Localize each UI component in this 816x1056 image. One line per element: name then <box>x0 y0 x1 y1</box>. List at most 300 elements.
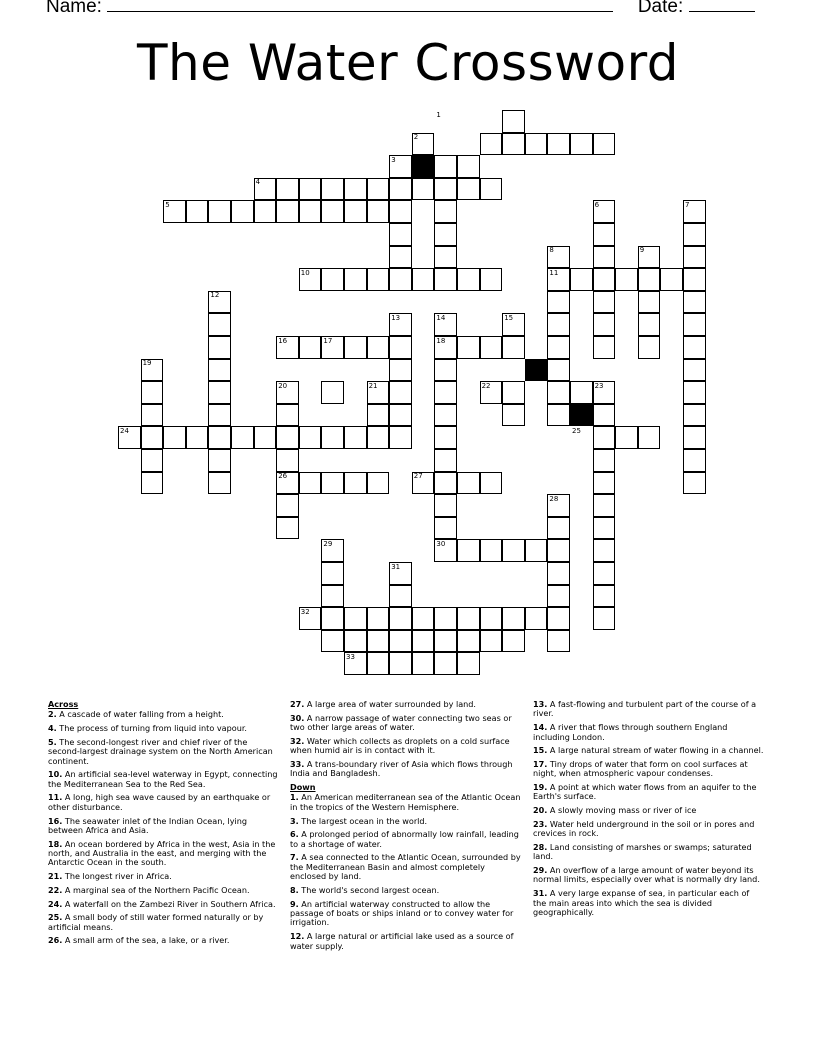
clue-item-number: 16. <box>48 815 63 826</box>
grid-cell[interactable] <box>389 652 412 675</box>
name-label: Name: <box>46 0 102 17</box>
clue-number: 23 <box>594 381 604 390</box>
grid-cell[interactable] <box>683 404 706 427</box>
grid-cell[interactable] <box>593 472 616 495</box>
grid-cell[interactable] <box>434 155 457 178</box>
grid-cell[interactable] <box>434 426 457 449</box>
grid-cell[interactable] <box>367 178 390 201</box>
grid-cell[interactable] <box>208 472 231 495</box>
grid-cell[interactable] <box>434 223 457 246</box>
grid-cell[interactable] <box>502 539 525 562</box>
clue-item-text: A large natural stream of water flowing in a channel. <box>547 745 764 756</box>
grid-cell[interactable] <box>547 517 570 540</box>
clue-item <box>48 886 280 895</box>
grid-cell[interactable] <box>367 336 390 359</box>
grid-cell[interactable] <box>367 607 390 630</box>
grid-cell[interactable] <box>186 200 209 223</box>
clue-item <box>290 900 522 928</box>
grid-cell[interactable] <box>412 630 435 653</box>
grid-cell[interactable] <box>502 133 525 156</box>
clue-item-number: 11. <box>48 792 63 803</box>
grid-cell[interactable] <box>434 449 457 472</box>
clue-item-number: 30. <box>290 712 305 723</box>
grid-cell[interactable] <box>389 585 412 608</box>
down-heading: Down <box>290 782 316 793</box>
clue-number: 27 <box>413 472 423 481</box>
grid-cell[interactable] <box>344 607 367 630</box>
grid-cell[interactable] <box>208 381 231 404</box>
grid-cell[interactable] <box>457 178 480 201</box>
grid-cell[interactable] <box>367 652 390 675</box>
grid-cell[interactable] <box>434 494 457 517</box>
clue-item-number: 22. <box>48 884 63 895</box>
grid-cell[interactable] <box>299 426 322 449</box>
grid-cell[interactable] <box>480 268 503 291</box>
grid-cell[interactable] <box>254 200 277 223</box>
grid-cell[interactable] <box>299 200 322 223</box>
clue-item-number: 7. <box>290 852 299 863</box>
grid-cell[interactable] <box>141 404 164 427</box>
grid-cell[interactable] <box>638 336 661 359</box>
grid-cell[interactable] <box>457 472 480 495</box>
grid-cell[interactable] <box>434 246 457 269</box>
grid-cell[interactable] <box>208 313 231 336</box>
grid-cell[interactable] <box>231 426 254 449</box>
clue-item-text: The largest ocean in the world. <box>298 815 428 826</box>
grid-cell[interactable] <box>344 472 367 495</box>
clue-number: 7 <box>685 200 690 209</box>
grid-cell[interactable] <box>660 268 683 291</box>
grid-cell[interactable] <box>434 381 457 404</box>
grid-cell[interactable] <box>502 336 525 359</box>
grid-cell[interactable] <box>593 404 616 427</box>
clue-item-number: 2. <box>48 709 57 720</box>
grid-cell[interactable] <box>389 200 412 223</box>
grid-cell[interactable] <box>615 268 638 291</box>
grid-cell[interactable] <box>367 200 390 223</box>
clue-item-number: 14. <box>533 722 548 733</box>
grid-cell[interactable] <box>547 404 570 427</box>
clue-item-text: An artificial sea-level waterway in Egypt, connecting the Mediterranean Sea to the Red Sea. <box>48 769 278 789</box>
grid-cell[interactable] <box>208 426 231 449</box>
grid-cell[interactable] <box>638 291 661 314</box>
grid-cell[interactable] <box>434 404 457 427</box>
clue-item-number: 33. <box>290 758 305 769</box>
clue-number: 9 <box>639 246 645 255</box>
clue-number: 16 <box>278 336 288 345</box>
grid-cell[interactable] <box>186 426 209 449</box>
grid-cell[interactable] <box>457 268 480 291</box>
clue-item <box>533 700 765 719</box>
clue-item <box>48 770 280 789</box>
grid-cell[interactable] <box>502 630 525 653</box>
grid-cell[interactable] <box>434 268 457 291</box>
grid-cell[interactable] <box>547 313 570 336</box>
across-heading: Across <box>48 699 79 709</box>
grid-cell[interactable] <box>502 607 525 630</box>
grid-cell[interactable] <box>593 246 616 269</box>
grid-cell[interactable] <box>593 494 616 517</box>
black-cell <box>412 155 435 178</box>
clue-item-text: An artificial waterway constructed to allow the passage of boats or ships inland or to convey water for irrigation. <box>290 898 514 928</box>
grid-cell[interactable] <box>276 449 299 472</box>
grid-cell[interactable] <box>321 472 344 495</box>
grid-cell[interactable] <box>367 268 390 291</box>
clue-item-text: Tiny drops of water that form on cool surfaces at night, when atmospheric vapour condenses. <box>533 758 748 779</box>
grid-cell[interactable] <box>683 313 706 336</box>
clue-number: 17 <box>323 336 333 345</box>
grid-cell[interactable] <box>344 268 367 291</box>
clue-number: 4 <box>255 178 261 187</box>
clue-item-text: A prolonged period of abnormally low rainfall, leading to a shortage of water. <box>290 829 519 849</box>
clue-item <box>533 746 765 755</box>
clue-item-number: 27. <box>290 699 305 709</box>
grid-cell[interactable] <box>389 268 412 291</box>
grid-cell[interactable] <box>321 585 344 608</box>
clue-item-number: 18. <box>48 838 63 849</box>
clue-item-text: The second-longest river and chief river of the second-largest drainage system on the North American continent. <box>48 736 273 766</box>
grid-cell[interactable] <box>547 336 570 359</box>
clue-item-text: An overflow of a large amount of water beyond its normal limits, especially over what is normally dry land. <box>533 865 760 885</box>
grid-cell[interactable] <box>412 652 435 675</box>
clue-item-text: Water which collects as droplets on a cold surface when humid air is in contact with it. <box>290 735 510 756</box>
grid-cell[interactable] <box>389 404 412 427</box>
grid-cell[interactable] <box>570 268 593 291</box>
grid-cell[interactable] <box>480 133 503 156</box>
clue-number: 6 <box>594 200 600 209</box>
clue-number: 2 <box>413 133 419 142</box>
grid-cell[interactable] <box>141 449 164 472</box>
clue-item-number: 6. <box>290 829 299 840</box>
grid-cell[interactable] <box>593 449 616 472</box>
clue-item <box>533 843 765 862</box>
grid-cell[interactable] <box>299 178 322 201</box>
grid-cell[interactable] <box>434 359 457 382</box>
clue-number: 24 <box>120 426 129 435</box>
grid-cell[interactable] <box>344 630 367 653</box>
grid-cell[interactable] <box>434 607 457 630</box>
clue-item-number: 24. <box>48 898 63 909</box>
grid-cell[interactable] <box>321 562 344 585</box>
clue-item <box>533 820 765 839</box>
black-cell <box>570 404 593 427</box>
clue-item-number: 23. <box>533 818 548 829</box>
grid-cell[interactable] <box>321 268 344 291</box>
grid-cell[interactable] <box>480 336 503 359</box>
grid-cell[interactable] <box>638 268 661 291</box>
grid-cell[interactable] <box>480 630 503 653</box>
grid-cell[interactable] <box>367 472 390 495</box>
grid-cell[interactable] <box>683 246 706 269</box>
grid-cell[interactable] <box>344 200 367 223</box>
clue-number: 1 <box>436 110 441 119</box>
black-cell <box>525 359 548 382</box>
clue-item-text: The longest river in Africa. <box>62 871 172 882</box>
grid-cell[interactable] <box>547 562 570 585</box>
grid-cell[interactable] <box>276 426 299 449</box>
clue-number: 28 <box>549 494 559 503</box>
grid-cell[interactable] <box>367 630 390 653</box>
grid-cell[interactable] <box>457 539 480 562</box>
grid-cell[interactable] <box>593 562 616 585</box>
grid-cell[interactable] <box>683 359 706 382</box>
clue-item-number: 19. <box>533 782 548 793</box>
clue-item <box>48 840 280 868</box>
grid-cell[interactable] <box>457 607 480 630</box>
grid-cell[interactable] <box>593 336 616 359</box>
grid-cell[interactable] <box>480 607 503 630</box>
clue-item <box>48 793 280 812</box>
clue-item <box>48 724 280 733</box>
clue-number: 33 <box>346 652 355 661</box>
clue-number: 31 <box>391 562 401 571</box>
clue-number: 14 <box>436 313 446 322</box>
clue-item-text: A long, high sea wave caused by an earthquake or other disturbance. <box>48 792 271 812</box>
grid-cell[interactable] <box>480 178 503 201</box>
grid-cell[interactable] <box>389 607 412 630</box>
grid-cell[interactable] <box>208 404 231 427</box>
grid-cell[interactable] <box>570 133 593 156</box>
clue-item-number: 15. <box>533 745 548 756</box>
grid-cell[interactable] <box>593 517 616 540</box>
grid-cell[interactable] <box>276 200 299 223</box>
grid-cell[interactable] <box>321 630 344 653</box>
clue-item <box>48 738 280 766</box>
grid-cell[interactable] <box>593 313 616 336</box>
clue-number: 10 <box>300 268 310 277</box>
grid-cell[interactable] <box>389 336 412 359</box>
clues-column-3 <box>533 700 765 922</box>
grid-cell[interactable] <box>389 359 412 382</box>
grid-cell[interactable] <box>434 472 457 495</box>
grid-cell[interactable] <box>480 539 503 562</box>
clue-number: 5 <box>165 200 170 209</box>
grid-cell[interactable] <box>502 381 525 404</box>
grid-cell[interactable] <box>389 630 412 653</box>
date-label: Date: <box>637 0 684 17</box>
clue-item-number: 28. <box>533 841 548 852</box>
grid-cell[interactable] <box>593 223 616 246</box>
grid-cell[interactable] <box>547 539 570 562</box>
clue-item-text: Water held underground in the soil or in pores and crevices in rock. <box>533 818 755 839</box>
clue-item <box>290 817 522 826</box>
clues-column-2 <box>290 700 522 955</box>
grid-cell[interactable] <box>683 426 706 449</box>
grid-cell[interactable] <box>683 336 706 359</box>
grid-cell[interactable] <box>367 426 390 449</box>
grid-cell[interactable] <box>593 539 616 562</box>
grid-cell[interactable] <box>593 133 616 156</box>
grid-cell[interactable] <box>412 607 435 630</box>
grid-cell[interactable] <box>570 381 593 404</box>
grid-cell[interactable] <box>638 426 661 449</box>
grid-cell[interactable] <box>412 268 435 291</box>
clue-item-number: 4. <box>48 723 57 734</box>
grid-cell[interactable] <box>321 200 344 223</box>
clue-item-text: The seawater inlet of the Indian Ocean, lying between Africa and Asia. <box>48 815 248 835</box>
grid-cell[interactable] <box>321 426 344 449</box>
clue-item <box>48 817 280 836</box>
grid-cell[interactable] <box>389 381 412 404</box>
grid-cell[interactable] <box>683 381 706 404</box>
grid-cell[interactable] <box>434 652 457 675</box>
grid-cell[interactable] <box>208 336 231 359</box>
grid-cell[interactable] <box>457 652 480 675</box>
grid-cell[interactable] <box>412 178 435 201</box>
clue-item-text: A cascade of water falling from a height. <box>56 709 224 720</box>
clue-item <box>290 700 522 709</box>
clue-item-text: A point at which water flows from an aquifer to the Earth's surface. <box>533 782 757 802</box>
clue-item <box>48 936 280 945</box>
grid-cell[interactable] <box>683 449 706 472</box>
grid-cell[interactable] <box>593 585 616 608</box>
clue-item <box>290 714 522 733</box>
grid-cell[interactable] <box>208 359 231 382</box>
grid-cell[interactable] <box>231 200 254 223</box>
grid-cell[interactable] <box>683 268 706 291</box>
clue-number: 19 <box>142 359 152 368</box>
clue-number: 32 <box>300 607 310 616</box>
clue-number: 21 <box>368 381 378 390</box>
grid-cell[interactable] <box>683 472 706 495</box>
clue-item-number: 29. <box>533 865 548 876</box>
clue-item-number: 32. <box>290 735 305 746</box>
grid-cell[interactable] <box>321 607 344 630</box>
clue-item-number: 21. <box>48 871 63 882</box>
clue-item-number: 17. <box>533 758 548 769</box>
grid-cell[interactable] <box>389 178 412 201</box>
clue-item-text: A large area of water surrounded by land. <box>304 699 477 709</box>
clue-number: 22 <box>481 381 491 390</box>
grid-cell[interactable] <box>547 630 570 653</box>
grid-cell[interactable] <box>457 336 480 359</box>
clue-item-text: The process of turning from liquid into vapour. <box>56 723 248 734</box>
grid-cell[interactable] <box>163 426 186 449</box>
clue-item <box>290 932 522 951</box>
grid-cell[interactable] <box>434 630 457 653</box>
grid-cell[interactable] <box>389 246 412 269</box>
clue-item-text: A river that flows through southern England including London. <box>533 722 728 742</box>
grid-cell[interactable] <box>299 336 322 359</box>
clue-item-number: 25. <box>48 912 63 923</box>
grid-cell[interactable] <box>434 178 457 201</box>
clue-item <box>290 886 522 895</box>
grid-cell[interactable] <box>299 472 322 495</box>
grid-cell[interactable] <box>638 313 661 336</box>
grid-cell[interactable] <box>593 607 616 630</box>
grid-cell[interactable] <box>321 178 344 201</box>
clue-item-number: 8. <box>290 884 299 895</box>
page-title: The Water Crossword <box>136 34 680 92</box>
grid-cell[interactable] <box>593 426 616 449</box>
clue-item-text: A small arm of the sea, a lake, or a river. <box>62 935 230 946</box>
grid-cell[interactable] <box>547 585 570 608</box>
grid-cell[interactable] <box>254 426 277 449</box>
clue-item-number: 26. <box>48 935 63 946</box>
grid-cell[interactable] <box>457 630 480 653</box>
grid-cell[interactable] <box>683 223 706 246</box>
grid-cell[interactable] <box>141 472 164 495</box>
grid-cell[interactable] <box>480 472 503 495</box>
grid-cell[interactable] <box>525 133 548 156</box>
clue-item <box>290 760 522 779</box>
clue-number: 20 <box>278 381 288 390</box>
clue-number: 25 <box>572 426 581 435</box>
clues-column-1 <box>48 700 280 950</box>
grid-cell[interactable] <box>457 155 480 178</box>
grid-cell[interactable] <box>683 291 706 314</box>
grid-cell[interactable] <box>615 426 638 449</box>
clue-item <box>48 710 280 719</box>
grid-cell[interactable] <box>208 449 231 472</box>
grid-cell[interactable] <box>344 336 367 359</box>
grid-cell[interactable] <box>276 178 299 201</box>
grid-cell[interactable] <box>344 426 367 449</box>
grid-cell[interactable] <box>593 291 616 314</box>
clue-item-text: A sea connected to the Atlantic Ocean, surrounded by the Mediterranean Basin and almost completely enclosed by land. <box>290 852 521 882</box>
grid-cell[interactable] <box>547 607 570 630</box>
clue-item <box>533 806 765 815</box>
grid-cell[interactable] <box>389 223 412 246</box>
grid-cell[interactable] <box>593 268 616 291</box>
clue-item-text: A waterfall on the Zambezi River in Southern Africa. <box>62 898 276 909</box>
grid-cell[interactable] <box>547 291 570 314</box>
grid-cell[interactable] <box>434 517 457 540</box>
clue-item <box>290 830 522 849</box>
clue-item <box>533 783 765 802</box>
grid-cell[interactable] <box>502 404 525 427</box>
clue-item-text: The world's second largest ocean. <box>298 884 440 895</box>
clue-item <box>290 853 522 881</box>
grid-cell[interactable] <box>389 426 412 449</box>
clue-item <box>290 737 522 756</box>
grid-cell[interactable] <box>367 404 390 427</box>
grid-cell[interactable] <box>276 404 299 427</box>
clue-number: 26 <box>278 472 288 481</box>
grid-cell[interactable] <box>344 178 367 201</box>
clue-item-text: A fast-flowing and turbulent part of the course of a river. <box>533 699 757 719</box>
grid-cell[interactable] <box>547 381 570 404</box>
grid-cell[interactable] <box>321 381 344 404</box>
clue-item-text: A small body of still water formed naturally or by artificial means. <box>48 912 264 932</box>
grid-cell[interactable] <box>525 539 548 562</box>
grid-cell[interactable] <box>502 110 525 133</box>
grid-cell[interactable] <box>525 607 548 630</box>
clue-item-text: An ocean bordered by Africa in the west, Asia in the north, and Australia in the east, and merging with the Antarctic Ocean in the south. <box>48 838 276 868</box>
clue-item <box>533 889 765 917</box>
clue-item-number: 12. <box>290 931 305 942</box>
clue-item <box>48 900 280 909</box>
clue-item-text: A large natural or artificial lake used as a source of water supply. <box>290 931 514 951</box>
clue-item-number: 20. <box>533 805 548 816</box>
grid-cell[interactable] <box>141 426 164 449</box>
clue-item <box>48 913 280 932</box>
clue-item-text: An American mediterranean sea of the Atlantic Ocean in the tropics of the Western Hemisphere. <box>290 792 521 812</box>
grid-cell[interactable] <box>141 381 164 404</box>
clue-item-number: 13. <box>533 699 548 709</box>
clue-number: 13 <box>391 313 401 322</box>
clue-number: 18 <box>436 336 446 345</box>
clue-item-text: A marginal sea of the Northern Pacific Ocean. <box>62 884 250 895</box>
grid-cell[interactable] <box>434 200 457 223</box>
clue-item-number: 31. <box>533 888 548 899</box>
grid-cell[interactable] <box>276 517 299 540</box>
grid-cell[interactable] <box>276 494 299 517</box>
clue-item <box>533 866 765 885</box>
grid-cell[interactable] <box>547 359 570 382</box>
grid-cell[interactable] <box>208 200 231 223</box>
grid-cell[interactable] <box>547 133 570 156</box>
